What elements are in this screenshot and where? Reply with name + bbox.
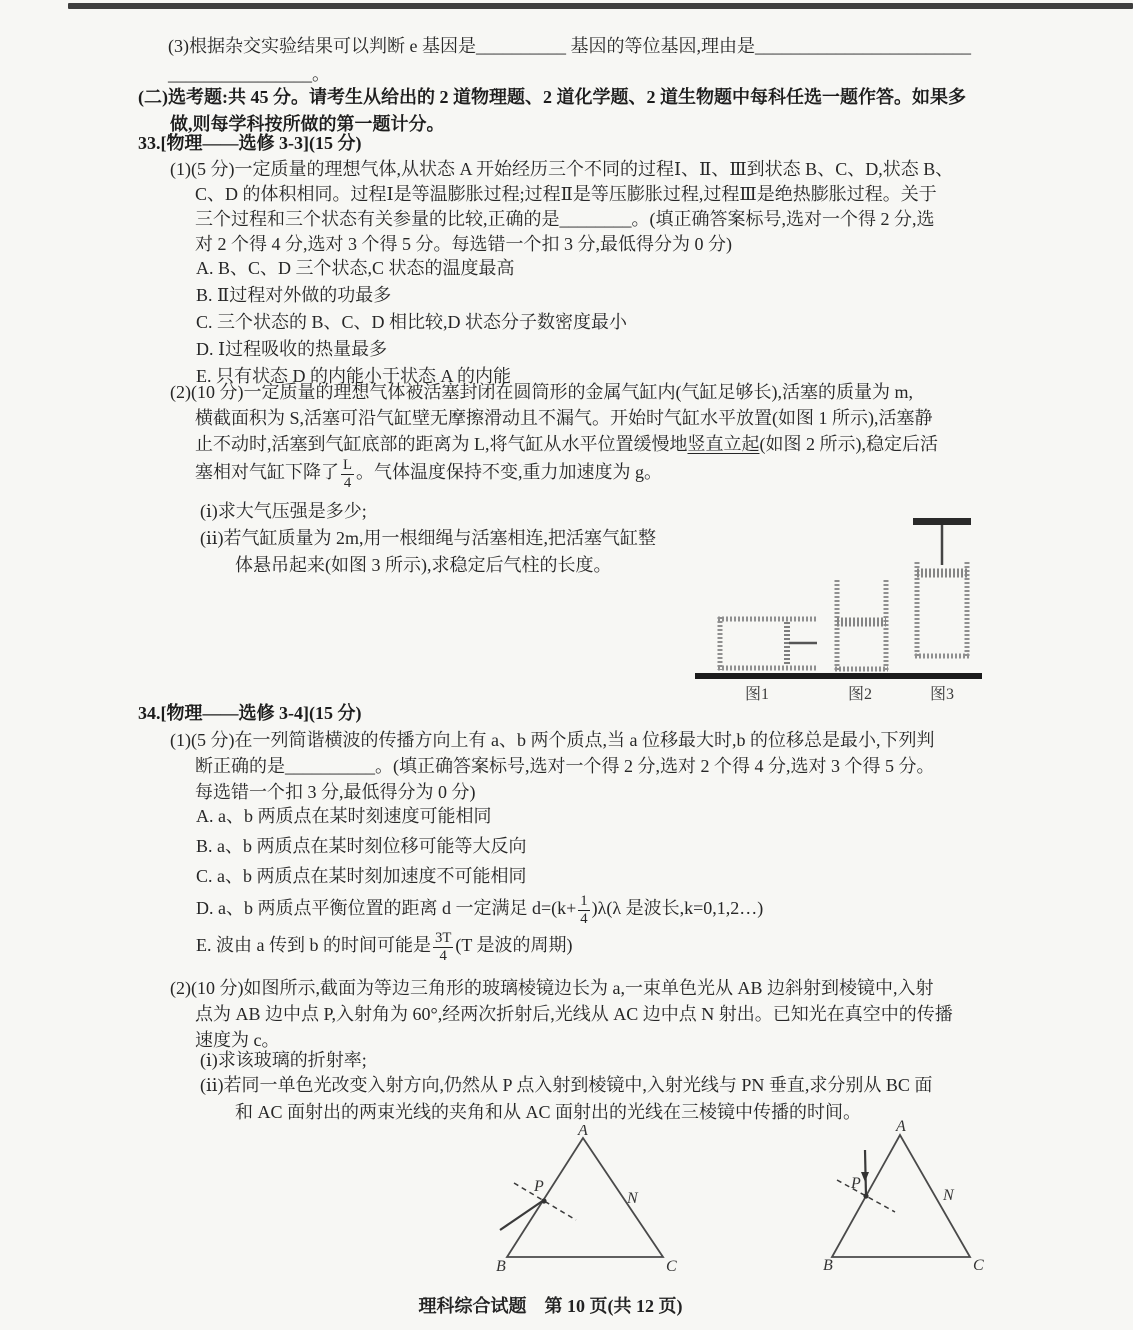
text-line: 三个过程和三个状态有关参量的比较,正确的是________。(填正确答案标号,选对一个得 2 分,选 (195, 209, 935, 229)
prism-figure-left (470, 1125, 690, 1280)
support-bar (913, 518, 971, 525)
q33-options (196, 256, 627, 391)
text-line: 止不动时,活塞到气缸底部的距离为 L,将气缸从水平位置缓慢地竖直立起(如图 2 所示),稳定后活 (195, 434, 938, 454)
q33-part1 (170, 157, 953, 257)
fig3-hanging-cylinder (913, 518, 971, 658)
point-p-dot (541, 1198, 546, 1203)
vertex-c-label: C (973, 1257, 984, 1274)
text-line: (二)选考题:共 45 分。请考生从给出的 2 道物理题、2 道化学题、2 道生物题中每科任选一题作答。如果多 (138, 87, 966, 107)
text-line: 做,则每学科按所做的第一题计分。 (170, 114, 445, 134)
text-line: B. a、b 两质点在某时刻位移可能等大反向 (196, 836, 527, 856)
q33-part2 (170, 379, 938, 491)
page-footer: 理科综合试题 第 10 页(共 12 页) (418, 1296, 683, 1316)
text-line: D. Ⅰ过程吸收的热量最多 (196, 339, 388, 359)
text-line: C. a、b 两质点在某时刻加速度不可能相同 (196, 866, 527, 886)
text-line: (2)(10 分)一定质量的理想气体被活塞封闭在圆筒形的金属气缸内(气缸足够长),活塞的质量为 m, (170, 382, 913, 402)
text-line: ________________。 (168, 64, 330, 84)
fig1-horizontal-cylinder (718, 617, 817, 670)
question-3-fragment (168, 32, 971, 88)
vertex-b-label: B (496, 1258, 506, 1275)
text-line: 塞相对气缸下降了 $\frac{L}{4}$ 。气体温度保持不变,重力加速度为 g。 (195, 457, 663, 491)
fig2-vertical-cylinder (835, 580, 888, 671)
ray-arrowhead (861, 1172, 869, 1182)
text-line: (ⅱ)若同一单色光改变入射方向,仍然从 P 点入射到棱镜中,入射光线与 PN 垂直,求分别从 BC 面 (200, 1075, 933, 1095)
vertex-b-label: B (823, 1257, 833, 1274)
q33-sub-ii (200, 525, 656, 579)
q34-sub-i: (ⅰ)求该玻璃的折射率; (200, 1050, 367, 1070)
fig1-label: 图1 (745, 686, 770, 703)
cylinder-figures (690, 505, 985, 710)
text-line: (1)(5 分)一定质量的理想气体,从状态 A 开始经历三个不同的过程Ⅰ、Ⅱ、Ⅲ到状态 B、C、D,状态 B、 (170, 159, 954, 179)
text-line: (3)根据杂交实验结果可以判断 e 基因是__________ 基因的等位基因,理由是________________________ (168, 36, 971, 56)
text-line: A. B、C、D 三个状态,C 状态的温度最高 (196, 258, 515, 278)
q34-options (196, 803, 763, 967)
fig3-label: 图3 (930, 686, 955, 703)
fig2-label: 图2 (848, 686, 873, 703)
text-line: 对 2 个得 4 分,选对 3 个得 5 分。每选错一个扣 3 分,最低得分为 0 分) (195, 234, 732, 254)
text-line: 横截面积为 S,活塞可沿气缸壁无摩擦滑动且不漏气。开始时气缸水平放置(如图 1 所示),活塞静 (195, 408, 933, 428)
text-line: D. a、b 两质点平衡位置的距离 d 一定满足 d=(k+ $\frac{1}{4}$ )λ(λ 是波长,k=0,1,2…) (196, 893, 764, 927)
q33-title: 33.[物理——选修 3-3](15 分) (138, 133, 362, 153)
text-line: 速度为 c。 (195, 1030, 280, 1050)
prism-triangle (507, 1138, 663, 1257)
incident-ray (500, 1200, 544, 1230)
q33-sub-i: (ⅰ)求大气压强是多少; (200, 501, 367, 521)
point-n-label: N (627, 1190, 638, 1207)
q34-title: 34.[物理——选修 3-4](15 分) (138, 703, 362, 723)
point-p-label: P (851, 1175, 861, 1192)
prism-left-svg (470, 1125, 690, 1275)
text-line: (2)(10 分)如图所示,截面为等边三角形的玻璃棱镜边长为 a,一束单色光从 AB 边斜射到棱镜中,入射 (170, 978, 934, 998)
fraction: $\frac{L}{4}$ (343, 457, 353, 491)
text-line: 和 AC 面射出的两束光线的夹角和从 AC 面射出的光线在三棱镜中传播的时间。 (235, 1102, 862, 1122)
fraction: $\frac{3T}{4}$ (434, 930, 452, 964)
text-line: (1)(5 分)在一列简谐横波的传播方向上有 a、b 两个质点,当 a 位移最大时,b 的位移总是最小,下列判 (170, 730, 935, 750)
q33-figure-group (690, 505, 985, 715)
text-line: E. 波由 a 传到 b 的时间可能是 $\frac{3T}{4}$ (T 是波的周期) (196, 930, 573, 964)
point-n-label: N (943, 1187, 954, 1204)
vertex-a-label: A (578, 1125, 588, 1139)
prism-right-svg (808, 1120, 993, 1275)
q34-sub-ii (200, 1072, 932, 1126)
text-line: B. Ⅱ过程对外做的功最多 (196, 285, 392, 305)
text-line: 断正确的是__________。(填正确答案标号,选对一个得 2 分,选对 2 个得 4 分,选对 3 个得 5 分。 (195, 756, 935, 776)
text-line: 点为 AB 边中点 P,入射角为 60°,经两次折射后,光线从 AC 边中点 N 射出。已知光在真空中的传播 (195, 1004, 953, 1024)
vertex-c-label: C (666, 1258, 677, 1275)
text-line: (ⅱ)若气缸质量为 2m,用一根细绳与活塞相连,把活塞气缸整 (200, 528, 657, 548)
text-line: A. a、b 两质点在某时刻速度可能相同 (196, 806, 492, 826)
text-line: C、D 的体积相同。过程Ⅰ是等温膨胀过程;过程Ⅱ是等压膨胀过程,过程Ⅲ是绝热膨胀过程。关于 (195, 184, 937, 204)
point-p-dot (863, 1193, 868, 1198)
prism-figure-right (808, 1120, 993, 1280)
scan-edge-bar (68, 3, 1133, 9)
text-line: C. 三个状态的 B、C、D 相比较,D 状态分子数密度最小 (196, 312, 628, 332)
q34-part1 (170, 727, 935, 805)
fraction: $\frac{1}{4}$ (580, 893, 588, 927)
q34-part2 (170, 975, 953, 1053)
text-line: 每选错一个扣 3 分,最低得分为 0 分) (195, 782, 476, 802)
vertex-a-label: A (896, 1120, 906, 1135)
text-line: 体悬吊起来(如图 3 所示),求稳定后气柱的长度。 (235, 555, 612, 575)
text-line: E. 只有状态 D 的内能小于状态 A 的内能 (196, 366, 511, 386)
point-p-label: P (534, 1178, 544, 1195)
